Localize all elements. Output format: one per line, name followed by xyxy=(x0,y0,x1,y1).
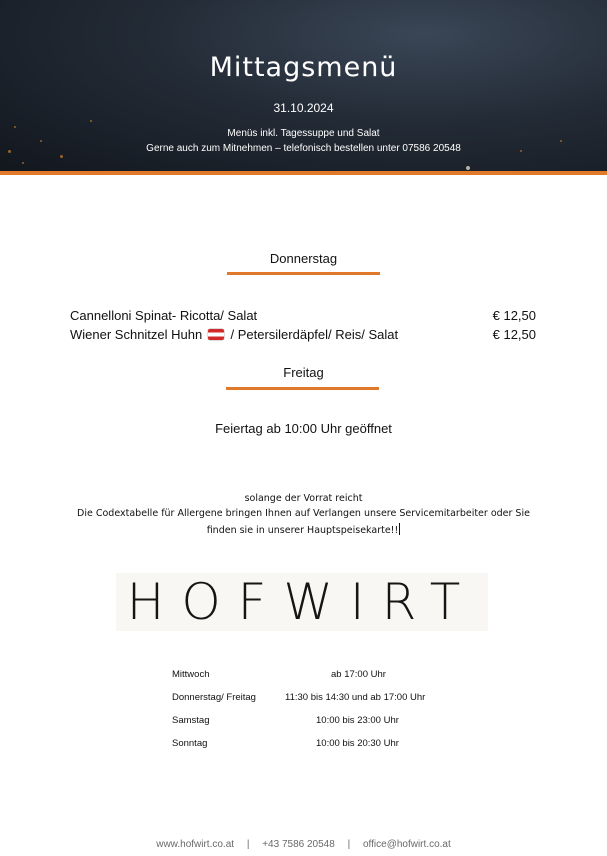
menu-item-2-price: € 12,50 xyxy=(492,327,536,342)
menu-item-1: Cannelloni Spinat- Ricotta/ Salat xyxy=(70,308,258,323)
footer-separator: | xyxy=(347,839,351,850)
day-heading-thursday: Donnerstag xyxy=(269,251,338,266)
allergen-note-line-1: Die Codextabelle für Allergene bringen Ihnen auf Verlangen unsere Servicemitarbeiter oder Sie xyxy=(77,508,530,519)
decor-speck xyxy=(60,155,63,158)
decor-speck xyxy=(466,166,470,170)
decor-speck xyxy=(90,120,92,122)
menu-item-2-name-part-2: / Petersilerdäpfel/ Reis/ Salat xyxy=(230,327,399,342)
friday-note: Feiertag ab 10:00 Uhr geöffnet xyxy=(215,421,392,436)
hours-day-2: Donnerstag/ Freitag xyxy=(172,692,256,703)
text-cursor xyxy=(399,523,400,535)
austria-flag-icon xyxy=(208,329,224,340)
allergen-note-text: finden sie in unserer Hauptspeisekarte!! xyxy=(206,525,399,536)
hours-time-4: 10:00 bis 20:30 Uhr xyxy=(316,738,399,749)
allergen-note-line-2 xyxy=(0,523,607,536)
stock-note: solange der Vorrat reicht xyxy=(244,493,363,504)
header-info-line-2: Gerne auch zum Mitnehmen – telefonisch bestellen unter 07586 20548 xyxy=(146,143,461,154)
hofwirt-logo: HOFWIRT xyxy=(126,573,478,631)
menu-title: Mittagsmenü xyxy=(209,52,398,83)
hours-time-3: 10:00 bis 23:00 Uhr xyxy=(316,715,399,726)
hours-day-1: Mittwoch xyxy=(172,669,210,680)
menu-item-2 xyxy=(70,327,398,342)
header-divider xyxy=(0,171,607,175)
decor-speck xyxy=(560,140,562,142)
footer-website: www.hofwirt.co.at xyxy=(156,839,235,850)
menu-item-2-name-part-1: Wiener Schnitzel Huhn xyxy=(70,327,203,342)
menu-item-1-price: € 12,50 xyxy=(492,308,536,323)
header-info-line-1: Menüs inkl. Tagessuppe und Salat xyxy=(227,128,380,139)
hours-time-1: ab 17:00 Uhr xyxy=(331,669,386,680)
decor-speck xyxy=(22,162,24,164)
footer-email: office@hofwirt.co.at xyxy=(362,839,451,850)
friday-underline xyxy=(226,387,379,390)
day-heading-friday: Freitag xyxy=(283,365,324,380)
footer-phone: +43 7586 20548 xyxy=(262,839,335,850)
hours-day-3: Samstag xyxy=(172,715,210,726)
menu-date: 31.10.2024 xyxy=(273,101,334,115)
decor-speck xyxy=(40,140,42,142)
hours-day-4: Sonntag xyxy=(172,738,208,749)
footer xyxy=(0,839,607,850)
thursday-underline xyxy=(227,272,380,275)
hours-time-2: 11:30 bis 14:30 und ab 17:00 Uhr xyxy=(285,692,426,703)
footer-separator: | xyxy=(246,839,250,850)
